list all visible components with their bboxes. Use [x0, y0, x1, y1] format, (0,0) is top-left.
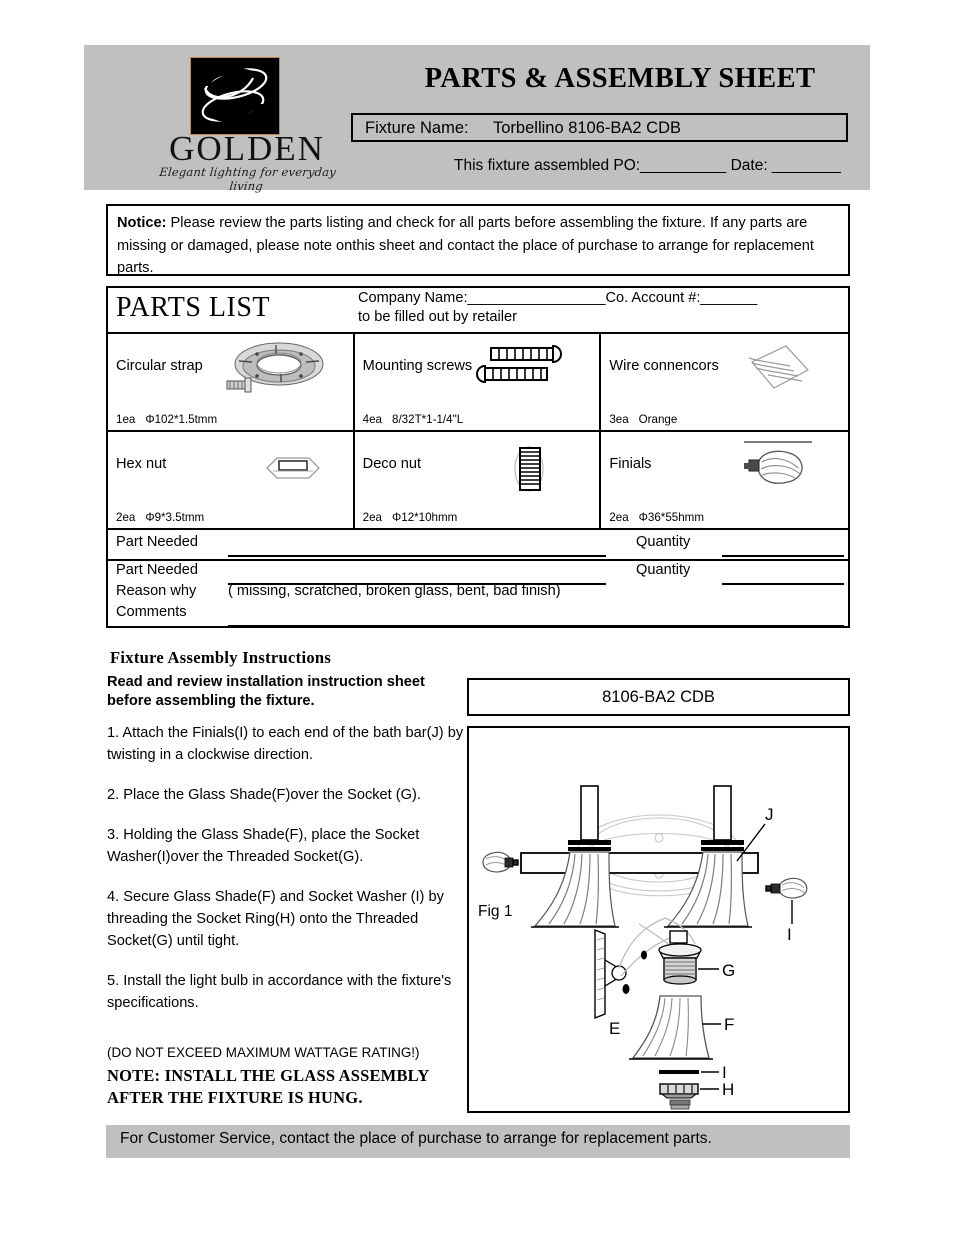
- part-name: Circular strap: [116, 358, 203, 374]
- part-cell-circular-strap: [108, 334, 355, 430]
- part-qty: 4ea: [362, 413, 382, 426]
- parts-list-table: [106, 286, 850, 628]
- glass-assembly-note: NOTE: INSTALL THE GLASS ASSEMBLY AFTER THE FIXTURE IS HUNG.: [107, 1066, 429, 1107]
- logo-wordmark: GOLDEN: [169, 129, 325, 168]
- part-spec: [363, 511, 458, 524]
- callout-h: H: [722, 1080, 735, 1099]
- part-cell-wire-connectors: [601, 334, 848, 430]
- reason-why-label: Reason why: [116, 583, 197, 599]
- comments-input[interactable]: [228, 625, 844, 627]
- instruction-step: 5. Install the light bulb in accordance with the fixture's specifications.: [107, 973, 452, 1011]
- quantity-input-2[interactable]: [722, 583, 844, 585]
- figure-model-number: 8106-BA2 CDB: [602, 688, 715, 706]
- part-name: Mounting screws: [362, 358, 473, 374]
- part-dimension: Φ36*55hmm: [638, 511, 704, 524]
- part-qty: 2ea: [116, 511, 136, 524]
- replacement-request-section: [108, 530, 848, 630]
- part-needed-label: Part Needed: [116, 562, 198, 578]
- retailer-hint: to be filled out by retailer: [358, 309, 517, 325]
- part-dimension: Φ12*10hmm: [392, 511, 458, 524]
- callout-g: G: [722, 961, 736, 980]
- fixture-name-label: Fixture Name:: [365, 119, 469, 137]
- part-name: Finials: [609, 456, 652, 472]
- part-needed-label: Part Needed: [116, 534, 198, 550]
- light-bulb-icon: [469, 728, 848, 1111]
- wattage-warning: (DO NOT EXCEED MAXIMUM WATTAGE RATING!): [107, 1045, 420, 1060]
- finial-icon: [716, 436, 836, 504]
- sheet-header: [84, 45, 870, 193]
- part-name: Wire connencors: [609, 358, 719, 374]
- figure-panel: [467, 726, 850, 1113]
- part-cell-mounting-screws: [355, 334, 602, 430]
- part-spec: [363, 413, 464, 426]
- reason-options: ( missing, scratched, broken glass, bent, bad finish): [228, 583, 561, 599]
- part-spec: [116, 413, 217, 426]
- parts-row: [108, 334, 848, 432]
- instructions-lead: Read and review installation instruction sheet before assembling the fixture.: [107, 674, 425, 709]
- parts-list-header: [108, 288, 848, 334]
- deco-nut-icon: [467, 436, 587, 504]
- instruction-step: 2. Place the Glass Shade(F)over the Socket (G).: [107, 787, 421, 803]
- instruction-step: 3. Holding the Glass Shade(F), place the Socket Washer(I)over the Threaded Socket(G).: [107, 827, 420, 865]
- callout-i-lower: I: [722, 1063, 727, 1082]
- part-spec: [609, 511, 704, 524]
- quantity-label: Quantity: [636, 562, 691, 578]
- part-cell-deco-nut: [355, 432, 602, 528]
- quantity-input-1[interactable]: [722, 555, 844, 557]
- part-qty: 3ea: [609, 413, 629, 426]
- instructions-steps: [107, 722, 467, 1032]
- part-dimension: Orange: [638, 413, 678, 426]
- po-date-line: This fixture assembled PO:__________ Date: ________: [454, 157, 841, 174]
- callout-e: E: [609, 1019, 621, 1038]
- comments-label: Comments: [116, 604, 187, 620]
- notice-text: Please review the parts listing and check for all parts before assembling the fixture. If any parts are missing or damaged, please note onthis sheet and contact the place of purchase to arrange for replacement parts.: [117, 215, 814, 276]
- part-name: Deco nut: [362, 456, 422, 472]
- part-needed-input-1[interactable]: [228, 555, 606, 557]
- notice-box: [106, 204, 850, 276]
- fixture-name-box: [351, 113, 848, 142]
- part-qty: 2ea: [609, 511, 629, 524]
- callout-i-right: I: [787, 925, 792, 944]
- part-dimension: Φ102*1.5tmm: [145, 413, 218, 426]
- part-qty: 1ea: [116, 413, 136, 426]
- hex-nut-icon: [221, 436, 341, 504]
- part-name: Hex nut: [116, 456, 167, 472]
- part-dimension: 8/32T*1-1/4"L: [392, 413, 464, 426]
- part-spec: [116, 511, 204, 524]
- mounting-screws-icon: [467, 338, 587, 406]
- part-cell-finials: [601, 432, 848, 528]
- instructions-title: Fixture Assembly Instructions: [110, 648, 332, 667]
- part-spec: [609, 413, 677, 426]
- callout-j: J: [765, 805, 774, 824]
- customer-service-text: For Customer Service, contact the place of purchase to arrange for replacement parts.: [120, 1130, 712, 1147]
- notice-label: Notice:: [117, 215, 167, 231]
- instruction-step: 4. Secure Glass Shade(F) and Socket Washer (I) by threading the Socket Ring(H) onto the Threaded Socket(G) until tight.: [107, 889, 444, 949]
- figure-caption: Fig 1: [478, 903, 513, 920]
- callout-f: F: [724, 1015, 735, 1034]
- parts-row: [108, 432, 848, 530]
- part-needed-row-2: [108, 561, 848, 628]
- golden-swirl-logo-icon: [190, 57, 280, 135]
- part-qty: 2ea: [362, 511, 382, 524]
- instruction-step: 1. Attach the Finials(I) to each end of the bath bar(J) by twisting in a clockwise direction.: [107, 725, 464, 763]
- fixture-name-value: Torbellino 8106-BA2 CDB: [493, 119, 682, 137]
- page-title: PARTS & ASSEMBLY SHEET: [424, 63, 816, 94]
- company-name-field[interactable]: Company Name:_________________Co. Account #:_______: [358, 290, 758, 306]
- circular-strap-icon: [221, 338, 341, 406]
- part-dimension: Φ9*3.5tmm: [145, 511, 205, 524]
- quantity-label: Quantity: [636, 534, 691, 550]
- figure-model-box: [467, 678, 850, 716]
- logo-tagline: Elegant lighting for everyday living: [158, 165, 337, 193]
- part-needed-row-1: [108, 530, 848, 561]
- wire-connector-icon: [716, 338, 836, 406]
- part-cell-hex-nut: [108, 432, 355, 528]
- parts-list-title: PARTS LIST: [116, 292, 270, 323]
- brand-logo: [142, 49, 352, 193]
- customer-service-banner: [106, 1125, 850, 1158]
